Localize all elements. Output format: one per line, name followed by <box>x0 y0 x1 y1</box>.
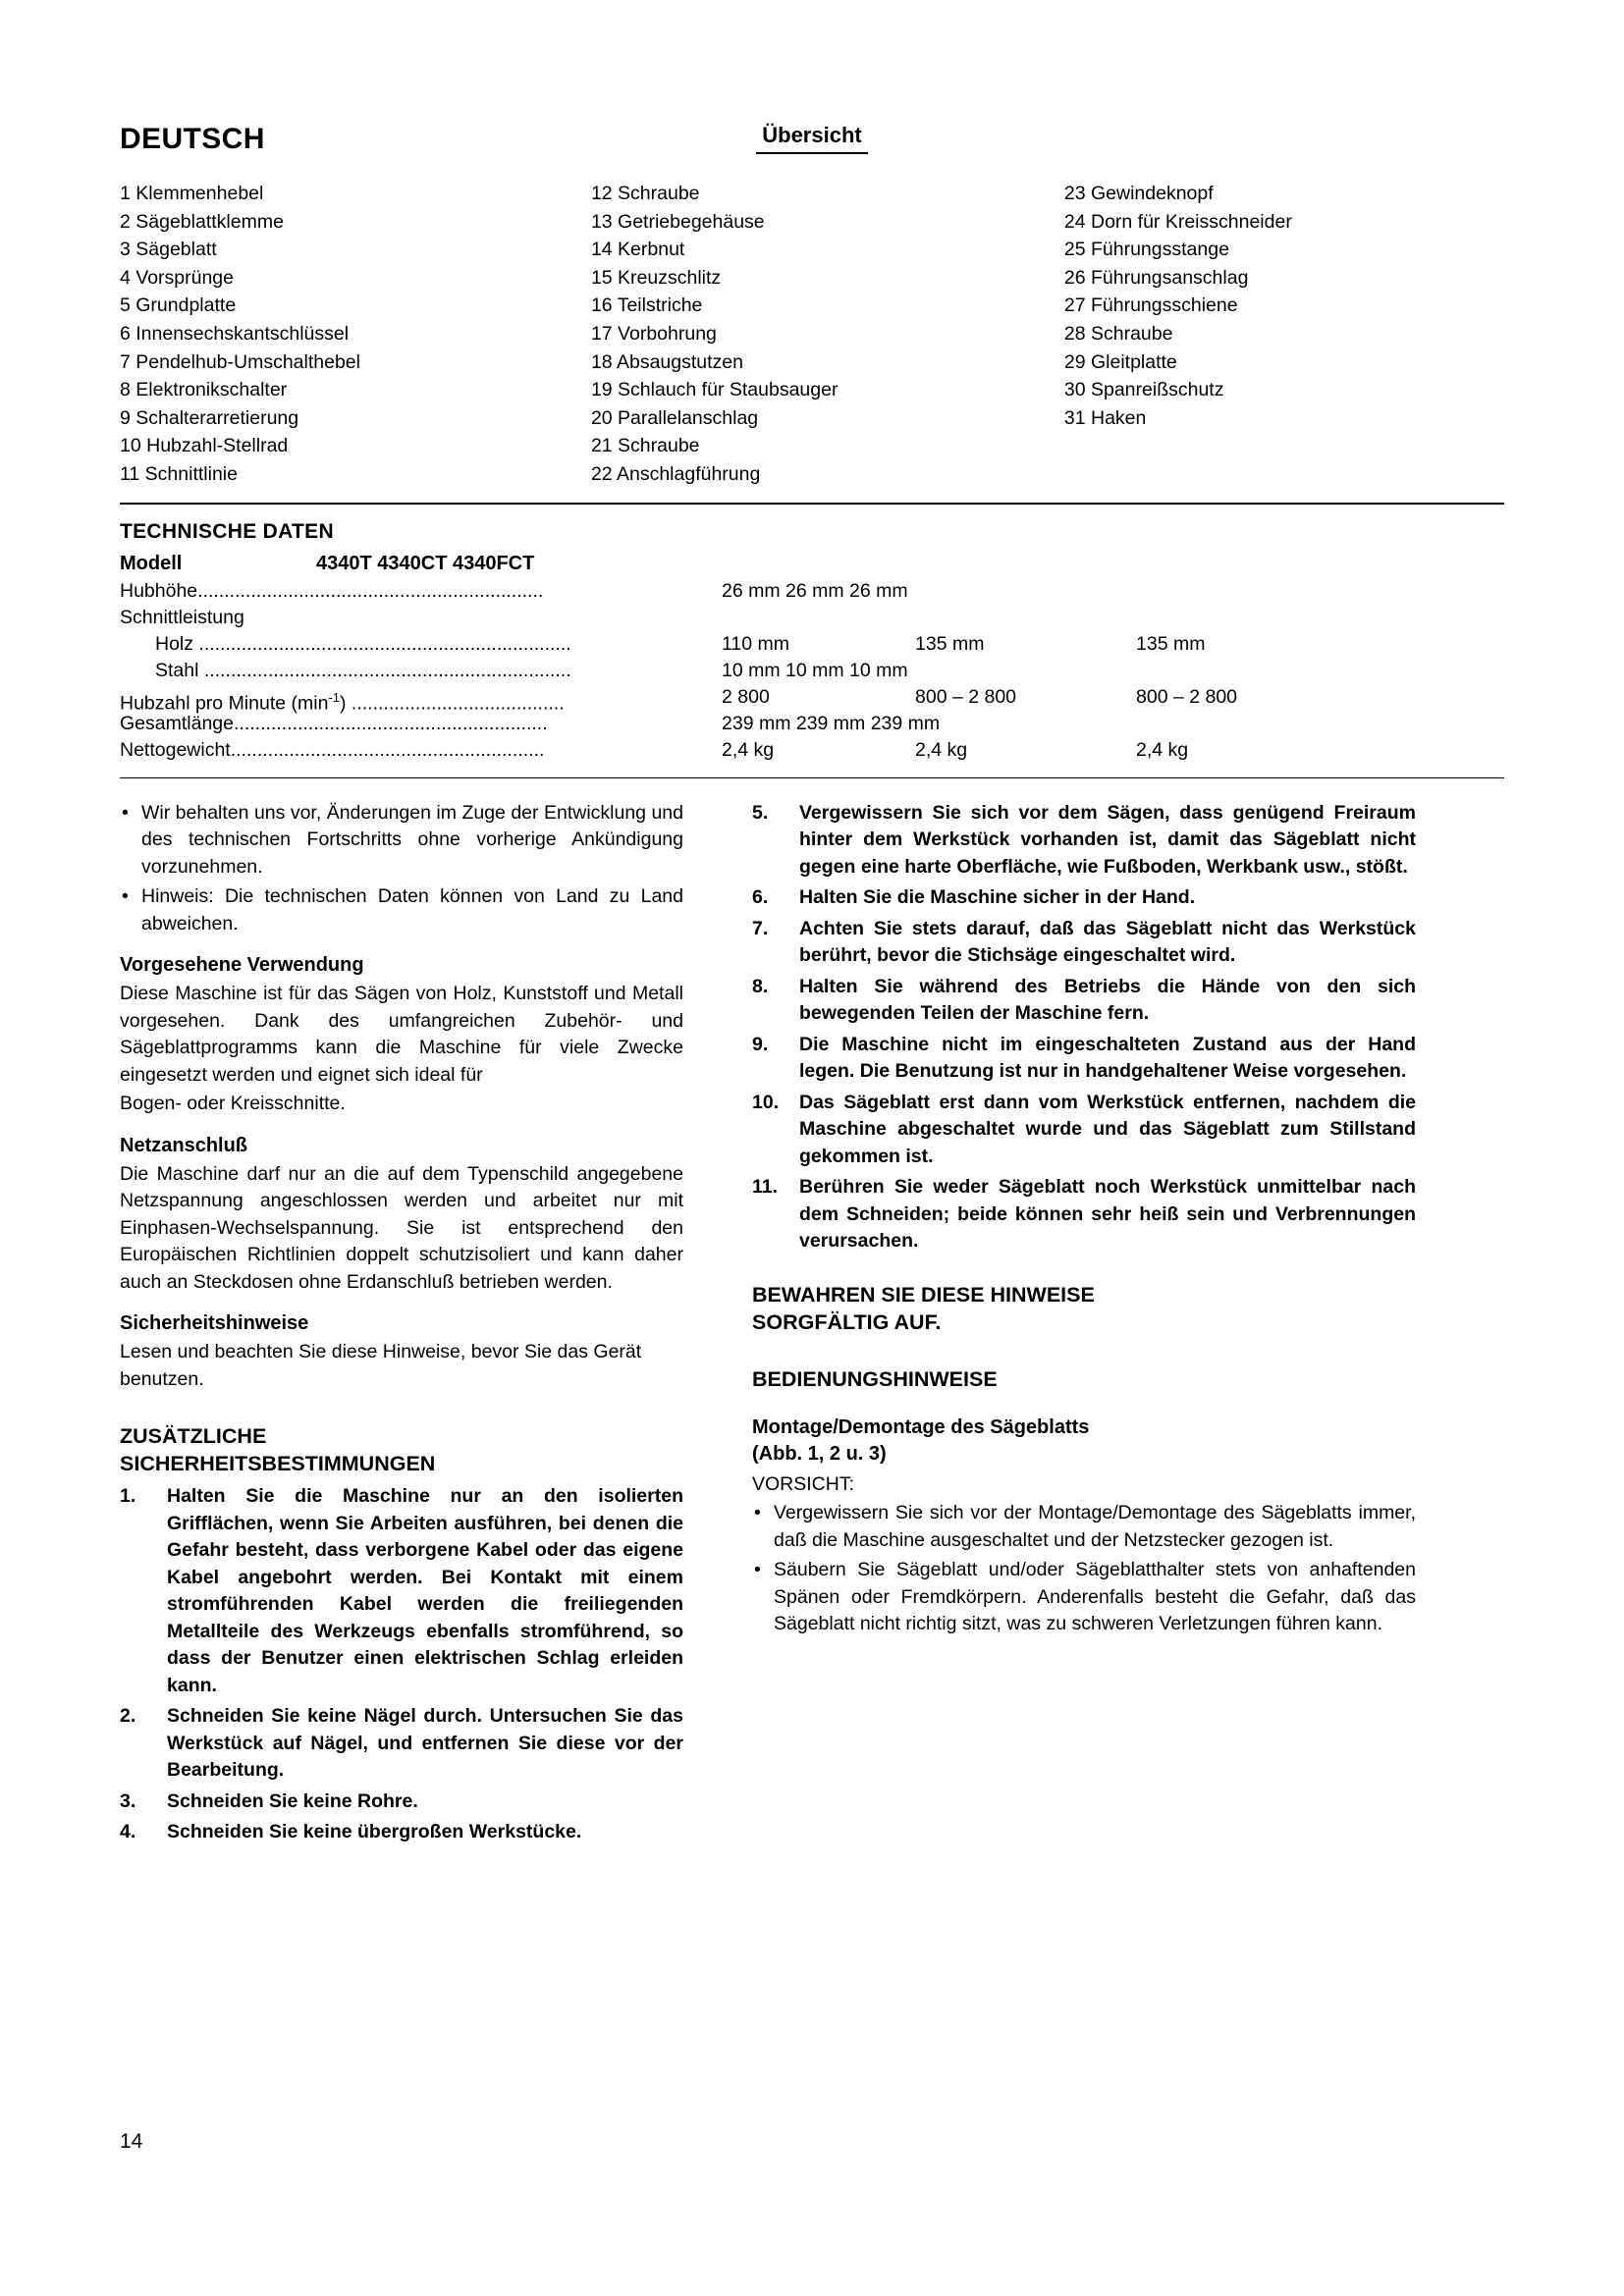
list-item <box>120 1703 683 1785</box>
list-item <box>120 1819 683 1846</box>
caution-label: VORSICHT: <box>752 1472 855 1495</box>
left-column <box>120 800 729 1850</box>
item-number: 7. <box>752 917 769 939</box>
power-supply-paragraph: Die Maschine darf nur an die auf dem Typenschild angegebene Netzspannung angeschlossen werden und arbeitet nur mit Einphasen-Wechselspannung. Sie ist entsprechend den Europäischen Richtlinien doppelt schutzisoliert und kann daher auch an Steckdosen ohne Erdanschluß betrieben werden. <box>120 1162 683 1293</box>
table-row <box>120 631 1504 658</box>
row-value-1: 2,4 kg <box>722 738 775 761</box>
power-supply-heading: Netzanschluß <box>120 1134 248 1156</box>
intended-use-heading: Vorgesehene Verwendung <box>120 954 364 977</box>
list-item <box>752 1174 1416 1255</box>
row-label: Gesamtlänge........................................................... <box>120 712 548 734</box>
parts-column-1 <box>120 180 581 489</box>
intended-use-paragraph-2: Bogen- oder Kreisschnitte. <box>120 1093 346 1115</box>
model-values: 4340T 4340CT 4340FCT <box>316 552 535 574</box>
parts-list <box>120 180 1504 489</box>
parts-column-3 <box>1043 180 1504 489</box>
list-item <box>752 916 1416 970</box>
item-text: Das Sägeblatt erst dann vom Werkstück entfernen, nachdem die Maschine abgeschaltet wurde und das Sägeblatt zum Stillstand gekommen ist. <box>799 1091 1416 1167</box>
list-item: 13 Getriebegehäuse <box>590 210 765 233</box>
row-value-2: 800 – 2 800 <box>915 685 1017 708</box>
parts-column-2 <box>581 180 1043 489</box>
list-item <box>752 1090 1416 1171</box>
safety-notes-paragraph: Lesen und beachten Sie diese Hinweise, bevor Sie das Gerät benutzen. <box>120 1341 642 1390</box>
technical-data-heading: TECHNISCHE DATEN <box>120 519 334 543</box>
list-item: 23 Gewindeknopf <box>1063 183 1214 204</box>
row-value-1: 26 mm 26 mm 26 mm <box>722 579 908 602</box>
item-text: Vergewissern Sie sich vor dem Sägen, dass genügend Freiraum hinter dem Werkstück vorhanden ist, damit das Sägeblatt nicht gegen eine harte Oberfläche, wie Fußboden, Werkbank usw., stößt. <box>799 801 1416 878</box>
row-value-1: 10 mm 10 mm 10 mm <box>722 659 908 681</box>
item-number: 4. <box>120 1821 136 1843</box>
caution-bullets <box>752 1500 1416 1638</box>
keep-notice-line2: SORGFÄLTIG AUF. <box>752 1309 942 1334</box>
body-columns <box>120 800 1504 1850</box>
list-item <box>752 800 1416 881</box>
additional-rules-heading-line2: SICHERHEITSBESTIMMUNGEN <box>120 1452 436 1476</box>
row-value-1: 2 800 <box>722 685 770 708</box>
list-item: 20 Parallelanschlag <box>590 406 759 429</box>
item-text: Schneiden Sie keine Rohre. <box>167 1789 418 1812</box>
row-value-3: 135 mm <box>1136 632 1206 655</box>
model-label: Modell <box>120 552 183 574</box>
overview-title-wrap <box>120 123 1504 154</box>
list-item: 8 Elektronikschalter <box>120 379 288 401</box>
list-item <box>752 974 1416 1028</box>
row-label: Hubzahl pro Minute $(\min^{-1})$ ........................................ <box>120 689 565 715</box>
list-item: 5 Grundplatte <box>120 294 237 317</box>
item-text: Schneiden Sie keine übergroßen Werkstücke. <box>167 1821 582 1843</box>
item-number: 6. <box>752 886 769 909</box>
table-row <box>120 711 1504 737</box>
list-item: 4 Vorsprünge <box>120 266 235 289</box>
list-item <box>752 1032 1416 1086</box>
list-item: • Vergewissern Sie sich vor der Montage/Demontage des Sägeblatts immer, daß die Maschine ausgeschaltet und der Netzstecker gezogen ist. <box>752 1500 1416 1554</box>
list-item: 16 Teilstriche <box>590 294 703 317</box>
row-value-3: 800 – 2 800 <box>1136 685 1238 708</box>
table-row <box>120 658 1504 684</box>
table-row <box>120 737 1504 764</box>
list-item: 11 Schnittlinie <box>120 462 238 485</box>
item-number: 2. <box>120 1705 136 1728</box>
list-item <box>120 1483 683 1699</box>
item-number: 11. <box>752 1176 779 1199</box>
list-item: 26 Führungsanschlag <box>1063 266 1249 289</box>
item-text: Achten Sie stets darauf, daß das Sägeblatt nicht das Werkstück berührt, bevor die Stichsäge eingeschaltet wird. <box>799 917 1416 967</box>
list-item: 15 Kreuzschlitz <box>590 266 722 289</box>
item-number: 3. <box>120 1789 136 1812</box>
divider <box>120 503 1504 505</box>
item-number: 8. <box>752 975 769 997</box>
item-number: 9. <box>752 1033 769 1055</box>
list-item: 18 Absaugstutzen <box>590 350 743 373</box>
additional-rules-list <box>120 1483 683 1846</box>
row-value-1: 110 mm <box>722 632 789 655</box>
row-label: Nettogewicht........................................................... <box>120 738 545 761</box>
list-item: 31 Haken <box>1063 406 1147 429</box>
table-row <box>120 684 1504 715</box>
list-item: 24 Dorn für Kreisschneider <box>1063 210 1292 233</box>
list-item: 22 Anschlagführung <box>590 462 761 485</box>
list-item: 7 Pendelhub-Umschalthebel <box>120 350 360 373</box>
safety-notes-heading: Sicherheitshinweise <box>120 1312 309 1335</box>
assembly-sub-line2: (Abb. 1, 2 u. 3) <box>752 1442 887 1465</box>
right-column <box>729 800 1416 1850</box>
item-text: Schneiden Sie keine Nägel durch. Untersuchen Sie das Werkstück auf Nägel, und entfernen Sie diese vor der Bearbeitung. <box>167 1705 683 1782</box>
divider <box>120 777 1504 778</box>
rules-continued-list <box>752 800 1416 1255</box>
list-item: 14 Kerbnut <box>590 239 685 261</box>
operating-heading: BEDIENUNGSHINWEISE <box>752 1366 998 1391</box>
notes-list <box>120 800 683 938</box>
row-value-1: 239 mm 239 mm 239 mm <box>722 712 941 734</box>
item-number: 1. <box>120 1485 136 1508</box>
list-item: 19 Schlauch für Staubsauger <box>590 379 839 401</box>
list-item: • Säubern Sie Sägeblatt und/oder Sägeblatthalter stets von anhaftenden Spänen oder Fremdkörpern. Anderenfalls besteht die Gefahr, daß das Sägeblatt nicht richtig sitzt, was zu schweren Verletzungen führen kann. <box>752 1557 1416 1638</box>
list-item <box>120 1789 683 1816</box>
assembly-sub-line1: Montage/Demontage des Sägeblatts <box>752 1415 1090 1438</box>
overview-title: Übersicht <box>756 123 867 154</box>
list-item: 3 Sägeblatt <box>120 239 217 261</box>
list-item: 2 Sägeblattklemme <box>120 210 284 233</box>
additional-rules-heading-line1: ZUSÄTZLICHE <box>120 1424 267 1449</box>
row-label: Schnittleistung <box>120 606 244 628</box>
list-item: 10 Hubzahl-Stellrad <box>120 435 289 457</box>
item-number: 10. <box>752 1091 780 1113</box>
row-value-2: 2,4 kg <box>915 738 968 761</box>
row-value-3: 2,4 kg <box>1136 738 1189 761</box>
list-item: • Wir behalten uns vor, Änderungen im Zuge der Entwicklung und des technischen Fortschritts ohne vorherige Ankündigung vorzunehmen. <box>120 800 683 881</box>
page-number: 14 <box>120 2130 143 2153</box>
technical-data-section <box>120 520 1504 764</box>
list-item: 21 Schraube <box>590 435 700 457</box>
item-text: Halten Sie während des Betriebs die Hände von den sich bewegenden Teilen der Maschine fern. <box>799 975 1416 1025</box>
list-item: 6 Innensechskantschlüssel <box>120 322 350 345</box>
table-row <box>120 605 1504 631</box>
list-item: 12 Schraube <box>590 183 700 204</box>
list-item: 17 Vorbohrung <box>590 322 717 345</box>
row-label: Hubhöhe................................................................. <box>120 579 544 602</box>
model-row <box>120 553 1504 575</box>
list-item: 29 Gleitplatte <box>1063 350 1177 373</box>
page-content <box>120 123 1504 1850</box>
intended-use-paragraph: Diese Maschine ist für das Sägen von Holz, Kunststoff und Metall vorgesehen. Dank des umfangreichen Zubehör- und Sägeblattprogramms kann die Maschine für viele Zwecke eingesetzt werden und eignet sich ideal für <box>120 983 683 1086</box>
row-label: Stahl ..................................................................... <box>155 659 571 681</box>
item-number: 5. <box>752 801 769 824</box>
list-item: 27 Führungsschiene <box>1063 294 1238 317</box>
list-item: 28 Schraube <box>1063 322 1173 345</box>
list-item: 25 Führungsstange <box>1063 239 1229 261</box>
item-text: Halten Sie die Maschine nur an den isolierten Grifflächen, wenn Sie Arbeiten ausführen, bei denen die Gefahr besteht, dass verborgene Kabel oder das eigene Kabel angebohrt werden. Bei Kontakt mit einem stromführenden Kabel werden die freiliegenden Metallteile des Werkzeugs ebenfalls stromführend, so dass der Benutzer einen elektrischen Schlag erleiden kann. <box>167 1485 683 1696</box>
keep-notice-line1: BEWAHREN SIE DIESE HINWEISE <box>752 1282 1095 1307</box>
list-item: 9 Schalterarretierung <box>120 406 299 429</box>
list-item: • Hinweis: Die technischen Daten können von Land zu Land abweichen. <box>120 883 683 937</box>
list-item: 30 Spanreißschutz <box>1063 379 1224 401</box>
row-label: Holz ...................................................................... <box>155 632 571 655</box>
table-row <box>120 578 1504 605</box>
list-item: 1 Klemmenhebel <box>120 183 264 204</box>
item-text: Halten Sie die Maschine sicher in der Hand. <box>799 886 1196 909</box>
item-text: Berühren Sie weder Sägeblatt noch Werkstück unmittelbar nach dem Schneiden; beide können sehr heiß sein und Verbrennungen verursachen. <box>799 1176 1416 1253</box>
page-title: DEUTSCH <box>120 123 265 155</box>
list-item <box>752 884 1416 912</box>
item-text: Die Maschine nicht im eingeschalteten Zustand aus der Hand legen. Die Benutzung ist nur in handgehaltener Weise vorgesehen. <box>799 1033 1416 1083</box>
row-value-2: 135 mm <box>915 632 985 655</box>
